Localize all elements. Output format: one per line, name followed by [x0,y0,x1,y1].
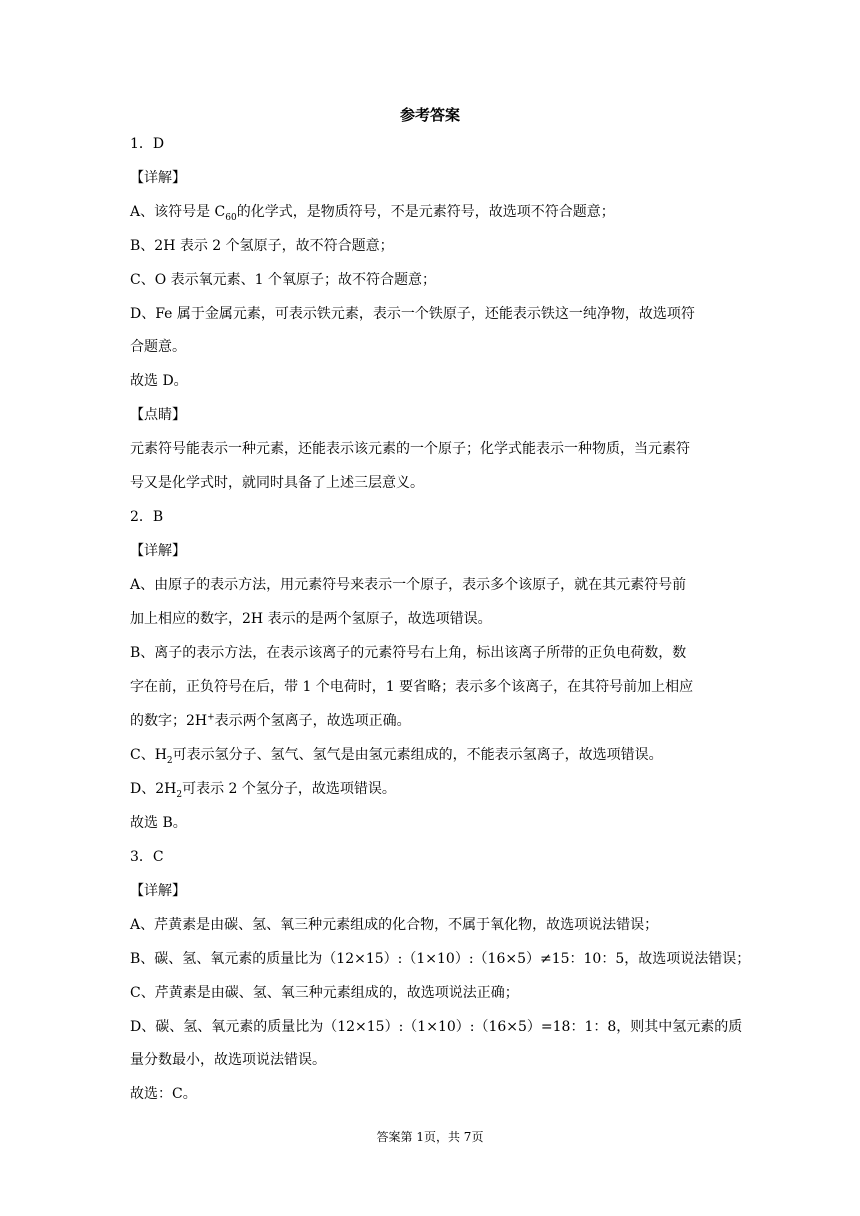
q1-option-d-line1: D、Fe 属于金属元素，可表示铁元素，表示一个铁原子，还能表示铁这一纯净物，故选项符 [130,306,695,322]
q2-detail-tag: 【详解】 [130,543,186,559]
q1-option-a: A、该符号是 $C_{60}$的化学式，是物质符号，不是元素符号，故选项不符合题意； [130,204,615,223]
q3-choose: 故选：C。 [130,1086,197,1102]
page-footer: 答案第 1页，共 7页 [376,1130,484,1144]
q2-option-a-line2: 加上相应的数字，2H 表示的是两个氢原子，故选项错误。 [130,611,492,627]
page-title: 参考答案 [399,106,460,124]
q1-tip-tag: 【点睛】 [130,407,186,423]
q3-option-d-line2: 量分数最小，故选项说法错误。 [130,1052,326,1068]
q2-option-a-line1: A、由原子的表示方法，用元素符号来表示一个原子，表示多个该原子，就在其元素符号前 [130,577,687,593]
q1-tip-line2: 号又是化学式时，就同时具备了上述三层意义。 [130,475,424,491]
q1-option-c: C、O 表示氧元素、1 个氧原子；故不符合题意； [130,272,436,288]
q2-choose: 故选 B。 [130,815,187,831]
q3-option-b: B、碳、氢、氧元素的质量比为（12×15）:（1×10）:（16×5）≠15：10：5，故选项说法错误； [130,951,751,967]
q3-option-d-line1: D、碳、氢、氧元素的质量比为（12×15）:（1×10）:（16×5）=18：1：8，则其中氢元素的质 [130,1019,743,1035]
q3-option-a: A、芹黄素是由碳、氢、氧三种元素组成的化合物，不属于氧化物，故选项说法错误； [130,917,659,933]
q1-answer: 1．D [130,136,165,152]
q1-choose: 故选 D。 [130,373,188,389]
q2-option-b-line3: 的数字；2H+表示两个氢离子，故选项正确。 [130,712,411,729]
q2-option-d: D、$2H_2$可表示 2 个氢分子，故选项错误。 [130,781,396,800]
q1-option-d-line2: 合题意。 [130,339,186,355]
q2-answer: 2．B [130,509,164,525]
q2-option-c: C、$H_2$可表示氢分子、氢气、氢气是由氢元素组成的，不能表示氢离子，故选项错误。 [130,747,663,766]
q2-option-b-line2: 字在前，正负符号在后，带 1 个电荷时，1 要省略；表示多个该离子，在其符号前加上相应 [130,679,694,695]
q1-detail-tag: 【详解】 [130,170,186,186]
q1-tip-line1: 元素符号能表示一种元素，还能表示该元素的一个原子；化学式能表示一种物质，当元素符 [130,441,690,457]
q3-detail-tag: 【详解】 [130,883,186,899]
q3-answer: 3．C [130,849,164,865]
q1-option-b: B、2H 表示 2 个氢原子，故不符合题意； [130,238,394,254]
q2-option-b-line1: B、离子的表示方法，在表示该离子的元素符号右上角，标出该离子所带的正负电荷数，数 [130,645,687,661]
q3-option-c: C、芹黄素是由碳、氢、氧三种元素组成的，故选项说法正确； [130,985,519,1001]
